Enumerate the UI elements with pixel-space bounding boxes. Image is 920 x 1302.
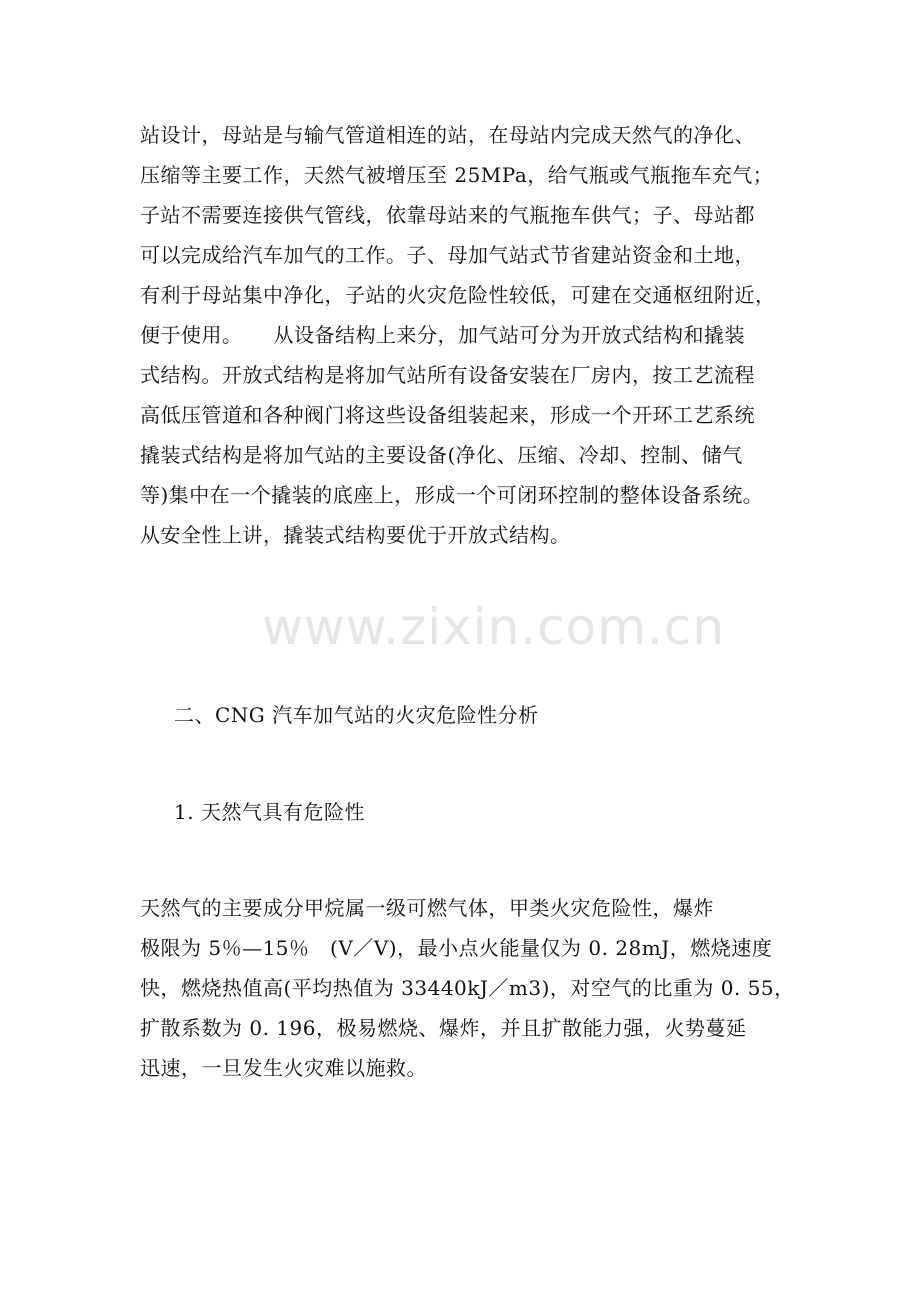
text-line: 可以完成给汽车加气的工作。子、母加气站式节省建站资金和土地， bbox=[140, 243, 755, 267]
text-line: 等)集中在一个撬装的底座上，形成一个可闭环控制的整体设备系统。 bbox=[140, 483, 764, 507]
text-line: 从安全性上讲，撬装式结构要优于开放式结构。 bbox=[140, 523, 571, 547]
text-line: 极限为 5％—15％ (V／V)，最小点火能量仅为 0. 28mJ，燃烧速度 bbox=[140, 936, 773, 960]
text-line: 迅速，一旦发生火灾难以施救。 bbox=[140, 1056, 427, 1080]
section-heading-text: 二、CNG 汽车加气站的火灾危险性分析 bbox=[174, 703, 539, 727]
text-line: 子站不需要连接供气管线，依靠母站来的气瓶拖车供气；子、母站都 bbox=[140, 203, 755, 227]
text-line: 有利于母站集中净化，子站的火灾危险性较低，可建在交通枢纽附近， bbox=[140, 283, 776, 307]
text-line: 站设计，母站是与输气管道相连的站，在母站内完成天然气的净化、 bbox=[140, 123, 755, 147]
text-line: 天然气的主要成分甲烷属一级可燃气体，甲类火灾危险性，爆炸 bbox=[140, 896, 714, 920]
text-line: 式结构。开放式结构是将加气站所有设备安装在厂房内，按工艺流程 bbox=[140, 363, 755, 387]
subsection-heading-text: 1. 天然气具有危险性 bbox=[174, 800, 365, 824]
paragraph-station-structure bbox=[140, 115, 800, 555]
text-line: 撬装式结构是将加气站的主要设备(净化、压缩、冷却、控制、储气 bbox=[140, 443, 743, 467]
section-heading bbox=[174, 695, 834, 735]
text-line: 压缩等主要工作，天然气被增压至 25MPa，给气瓶或气瓶拖车充气； bbox=[140, 163, 774, 187]
text-line: 便于使用。 从设备结构上来分，加气站可分为开放式结构和撬装 bbox=[140, 323, 745, 347]
text-line: 扩散系数为 0. 196，极易燃烧、爆炸，并且扩散能力强，火势蔓延 bbox=[140, 1016, 747, 1040]
text-line: 快，燃烧热值高(平均热值为 33440kJ／m3)，对空气的比重为 0. 55， bbox=[140, 976, 795, 1000]
watermark-text: www.zixin.com.cn bbox=[262, 598, 726, 656]
paragraph-natural-gas-hazard bbox=[140, 888, 800, 1088]
subsection-heading bbox=[174, 792, 834, 832]
text-line: 高低压管道和各种阀门将这些设备组装起来，形成一个开环工艺系统 bbox=[140, 403, 755, 427]
